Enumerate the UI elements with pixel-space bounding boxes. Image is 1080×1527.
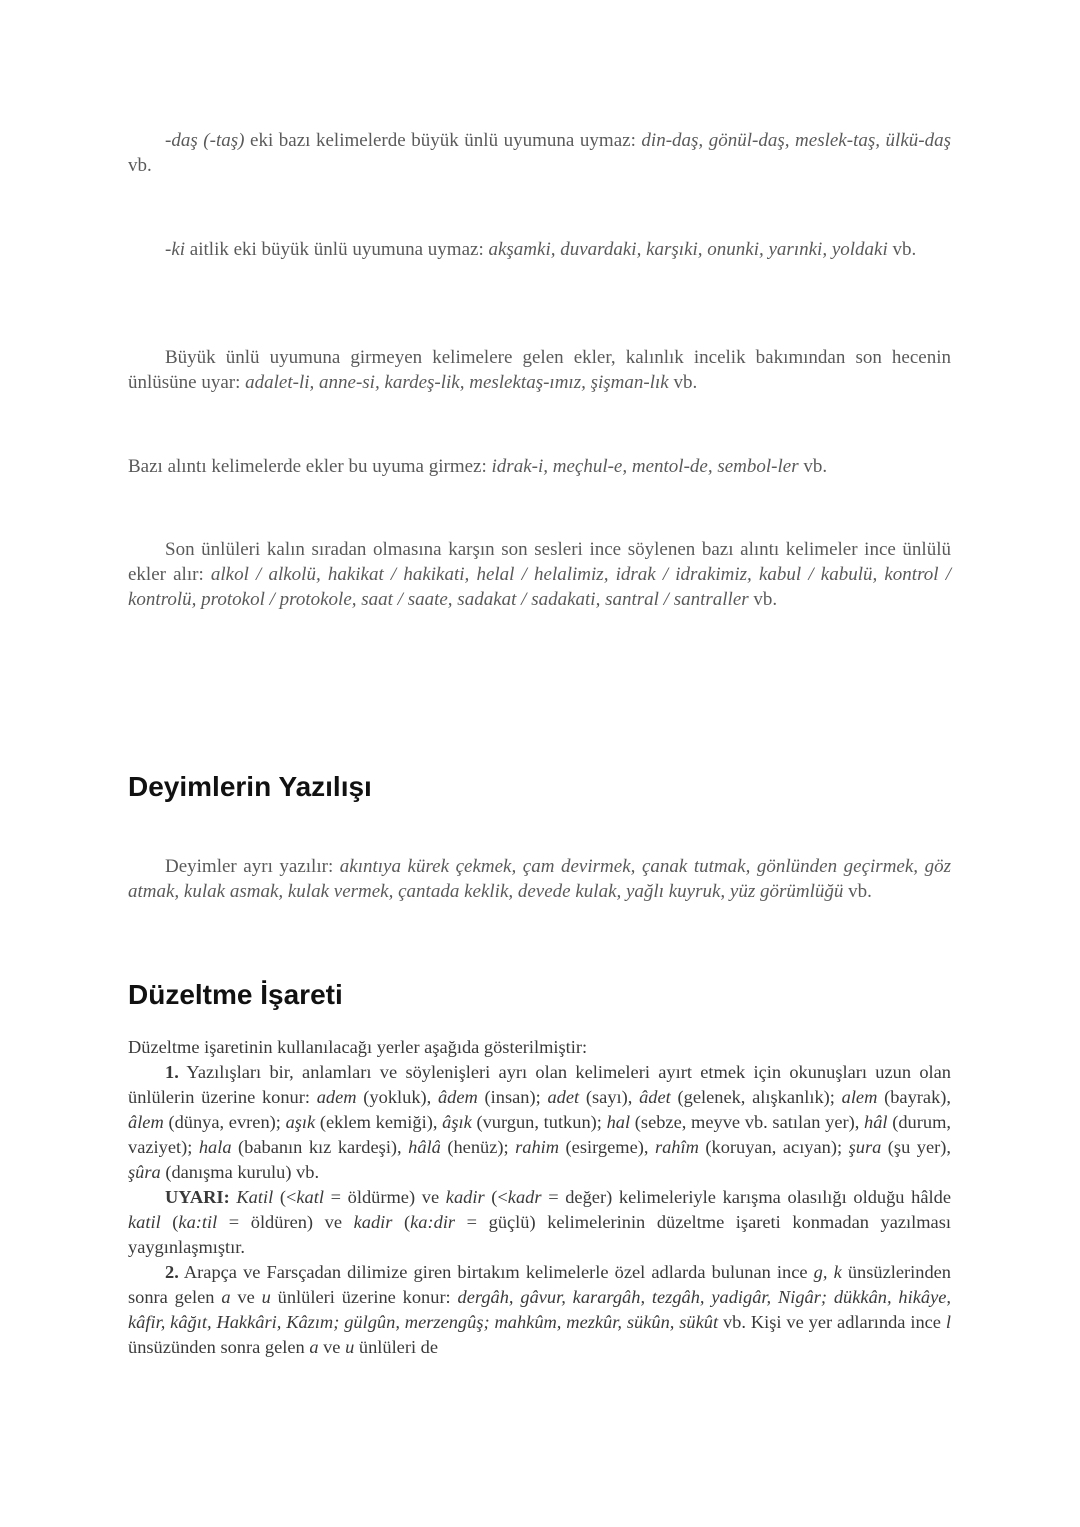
text-run: Düzeltme işaretinin kullanılacağı yerler aşağıda gösterilmiştir: [128, 1037, 588, 1057]
section-ki-suffix [128, 237, 951, 262]
italic-example: hala [198, 1137, 232, 1157]
paragraph [128, 1035, 951, 1060]
text-run: (henüz); [440, 1137, 516, 1157]
italic-example: a [221, 1287, 231, 1307]
italic-example: hal [606, 1112, 631, 1132]
text-run: = öldürme) ve [323, 1187, 446, 1207]
italic-example: katil [128, 1212, 161, 1232]
italic-example: ka:dir [410, 1212, 456, 1232]
text-run: (koruyan, acıyan); [698, 1137, 849, 1157]
text-run: (yokluk), [356, 1087, 438, 1107]
italic-example: hâl [864, 1112, 888, 1132]
italic-example: g, k [813, 1262, 842, 1282]
italic-example: adet [547, 1087, 580, 1107]
text-run: vb. Kişi ve yer adlarında ince [718, 1312, 946, 1332]
heading-deyimlerin-yazilisi: Deyimlerin Yazılışı [128, 771, 372, 802]
bold-label: UYARI: [165, 1187, 230, 1207]
paragraph [128, 1260, 951, 1360]
text-run: (esirgeme), [559, 1137, 655, 1157]
section-suffix-harmony [128, 345, 951, 395]
italic-example: rahîm [654, 1137, 699, 1157]
italic-example: u [345, 1337, 355, 1357]
section-thin-suffixes [128, 537, 951, 612]
text-run: ünlüleri üzerine konur: [270, 1287, 458, 1307]
italic-example: aşık [285, 1112, 316, 1132]
text-run: (durum, vaziyet); [128, 1112, 951, 1157]
paragraph [128, 454, 951, 479]
text-run: vb. [887, 239, 917, 260]
italic-example: şûra [128, 1162, 161, 1182]
text-run: Yazılışları bir, anlamları ve söylenişleri ayrı olan kelimeleri ayırt etmek için okunuşları uzun olan ünlülerin üzerine konur: [128, 1062, 951, 1107]
italic-example: hâlâ [408, 1137, 441, 1157]
text-run: ve [318, 1337, 346, 1357]
italic-example: âşık [442, 1112, 472, 1132]
italic-example: şura [848, 1137, 882, 1157]
italic-example: alem [841, 1087, 878, 1107]
italic-example: akıntıya kürek çekmek, çam devirmek, çanak tutmak, gönlünden geçirmek, göz atmak, kulak asmak, kulak vermek, çantada keklik, devede kulak, yağlı kuyruk, yüz görümlüğü [128, 856, 951, 902]
italic-example: Katil [236, 1187, 274, 1207]
text-run: aitlik eki büyük ünlü uyumuna uymaz: [185, 239, 489, 260]
text-run: (dünya, evren); [163, 1112, 286, 1132]
text-run: vb. [843, 881, 872, 902]
paragraph [128, 345, 951, 395]
italic-example: idrak-i, meçhul-e, mentol-de, sembol-ler [491, 456, 799, 477]
section-das-tas [128, 128, 951, 178]
text-run: = değer) kelimeleriyle karışma olasılığı olduğu hâlde [541, 1187, 951, 1207]
italic-example: akşamki, duvardaki, karşıki, onunki, yarınki, yoldaki [488, 239, 888, 260]
italic-example: ka:til [178, 1212, 218, 1232]
text-run: ünsüzünden sonra gelen [128, 1337, 310, 1357]
paragraph [128, 537, 951, 612]
text-run: ünsüzlerinden sonra gelen [128, 1262, 951, 1307]
text-run: (sayı), [579, 1087, 640, 1107]
text-run: (< [273, 1187, 297, 1207]
section-idioms [128, 854, 951, 904]
text-run: ( [392, 1212, 411, 1232]
text-run: ( [160, 1212, 179, 1232]
paragraph [128, 237, 951, 262]
italic-example: a [309, 1337, 319, 1357]
italic-example: adem [316, 1087, 357, 1107]
italic-example: dergâh, gâvur, karargâh, tezgâh, yadigâr, Nigâr; dükkân, hikâye, kâfir, kâğıt, Hakkâri, Kâzım; gülgûn, merzengûş; mahkûm, mezkûr, sükûn, sükût [128, 1287, 951, 1332]
text-run: (sebze, meyve vb. satılan yer), [630, 1112, 865, 1132]
italic-example: âdem [437, 1087, 478, 1107]
text-run: vb. [128, 155, 152, 176]
italic-example: l [945, 1312, 951, 1332]
italic-example: -daş (-taş) [165, 130, 245, 151]
paragraph [128, 1060, 951, 1185]
text-run: eki bazı kelimelerde büyük ünlü uyumuna uymaz: [244, 130, 642, 151]
text-run: Deyimler ayrı yazılır: [165, 856, 340, 877]
section-circumflex [128, 1035, 951, 1360]
italic-example: u [261, 1287, 271, 1307]
text-run: (eklem kemiği), [315, 1112, 443, 1132]
bold-label: 2. [165, 1262, 179, 1282]
text-run: Bazı alıntı kelimelerde ekler bu uyuma girmez: [128, 456, 492, 477]
text-run: Büyük ünlü uyumuna girmeyen kelimelere gelen ekler, kalınlık incelik bakımından son hecenin ünlüsüne uyar: [128, 347, 951, 393]
italic-example: kadir [445, 1187, 485, 1207]
text-run: (bayrak), [877, 1087, 951, 1107]
text-run: Arapça ve Farsçadan dilimize giren birtakım kelimelerle özel adlarda bulunan ince [178, 1262, 814, 1282]
paragraph [128, 128, 951, 178]
italic-example: adalet-li, anne-si, kardeş-lik, meslektaş-ımız, şişman-lık [245, 372, 669, 393]
italic-example: alkol / alkolü, hakikat / hakikati, helal / helalimiz, idrak / idrakimiz, kabul / kabulü, kontrol / kontrolü, protokol / protokole, saat / saate, sadakat / sadakati, santral / santraller [128, 564, 951, 610]
section-loanwords [128, 454, 951, 479]
italic-example: âlem [128, 1112, 164, 1132]
text-run: (gelenek, alışkanlık); [670, 1087, 842, 1107]
italic-example: âdet [639, 1087, 671, 1107]
text-run: ve [230, 1287, 262, 1307]
italic-example: din-daş, gönül-daş, meslek-taş, ülkü-daş [641, 130, 951, 151]
text-run: = öldüren) ve [217, 1212, 354, 1232]
italic-example: rahim [515, 1137, 560, 1157]
bold-label: 1. [165, 1062, 179, 1082]
italic-example: kadir [353, 1212, 393, 1232]
text-run: vb. [798, 456, 828, 477]
text-run: vb. [748, 589, 778, 610]
paragraph [128, 854, 951, 904]
text-run: (insan); [477, 1087, 548, 1107]
text-run: = güçlü) kelimelerinin düzeltme işareti konmadan yazılması yaygınlaşmıştır. [128, 1212, 951, 1257]
text-run: (danışma kurulu) vb. [160, 1162, 320, 1182]
text-run: Son ünlüleri kalın sıradan olmasına karşın son sesleri ince söylenen bazı alıntı kelimeler ince ünlülü ekler alır: [128, 539, 951, 585]
text-run: (şu yer), [881, 1137, 951, 1157]
heading-duzeltme-isareti: Düzeltme İşareti [128, 979, 343, 1010]
italic-example: katl [296, 1187, 324, 1207]
italic-example: -ki [165, 239, 186, 260]
text-run: (babanın kız kardeşi), [231, 1137, 409, 1157]
text-run: vb. [668, 372, 698, 393]
italic-example: kadr [507, 1187, 542, 1207]
text-run: (vurgun, tutkun); [471, 1112, 607, 1132]
text-run: (< [484, 1187, 508, 1207]
warning-paragraph [128, 1185, 951, 1260]
text-run: ünlüleri de [354, 1337, 439, 1357]
